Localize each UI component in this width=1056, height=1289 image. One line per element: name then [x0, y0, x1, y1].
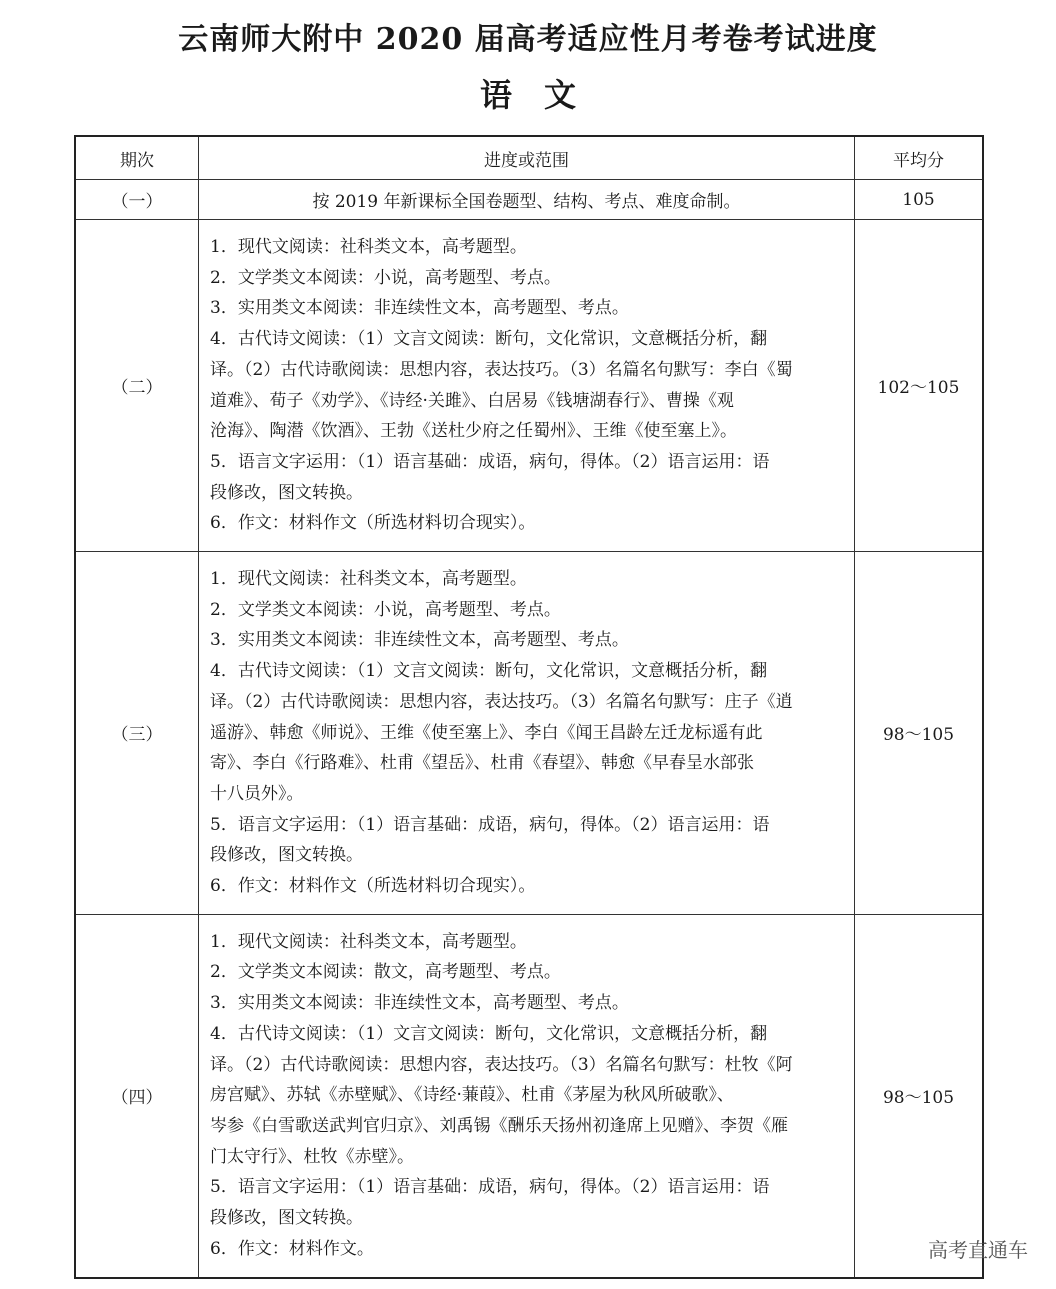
table-header-row — [75, 136, 983, 180]
scope-cell — [199, 914, 855, 1277]
table-row — [75, 914, 983, 1277]
header-average-score: 平均分 — [855, 136, 984, 180]
scope-line: 遥游》、韩愈《师说》、王维《使至塞上》、李白《闻王昌龄左迁龙标遥有此 — [210, 722, 763, 743]
period-cell: （四） — [75, 914, 199, 1277]
table-row — [75, 180, 983, 220]
period-cell: （三） — [75, 552, 199, 915]
scope-line: 岑参《白雪歌送武判官归京》、刘禹锡《酬乐天扬州初逢席上见赠》、李贺《雁 — [210, 1115, 788, 1136]
scope-line: 2．文学类文本阅读：小说，高考题型、考点。 — [210, 599, 561, 620]
scope-line: 译。（2）古代诗歌阅读：思想内容，表达技巧。（3）名篇名句默写：杜牧《阿 — [210, 1054, 793, 1075]
header-scope: 进度或范围 — [199, 136, 855, 180]
scope-line: 4．古代诗文阅读：（1）文言文阅读：断句，文化常识，文意概括分析，翻 — [210, 1023, 768, 1044]
scope-line: 房宫赋》、苏轼《赤壁赋》、《诗经·蒹葭》、杜甫《茅屋为秋风所破歌》、 — [210, 1085, 734, 1106]
scope-line: 十八员外》。 — [210, 783, 304, 804]
scope-line: 3．实用类文本阅读：非连续性文本，高考题型、考点。 — [210, 298, 629, 319]
scope-line: 6．作文：材料作文（所选材料切合现实）。 — [210, 876, 536, 897]
scope-line: 2．文学类文本阅读：散文，高考题型、考点。 — [210, 962, 561, 983]
period-cell: （一） — [75, 180, 199, 220]
document-title: 云南师大附中 2020 届高考适应性月考卷考试进度 — [178, 22, 878, 57]
scope-line: 4．古代诗文阅读：（1）文言文阅读：断句，文化常识，文意概括分析，翻 — [210, 661, 768, 682]
watermark: 高考直通车 — [928, 1238, 1028, 1262]
scope-cell — [199, 552, 855, 915]
scope-line: 5．语言文字运用：（1）语言基础：成语，病句，得体。（2）语言运用：语 — [210, 451, 770, 472]
average-score-cell: 98～105 — [855, 552, 984, 915]
scope-line: 译。（2）古代诗歌阅读：思想内容，表达技巧。（3）名篇名句默写：庄子《逍 — [210, 691, 793, 712]
scope-line: 5．语言文字运用：（1）语言基础：成语，病句，得体。（2）语言运用：语 — [210, 814, 770, 835]
scope-line: 3．实用类文本阅读：非连续性文本，高考题型、考点。 — [210, 993, 629, 1014]
average-score-cell: 98～105 — [855, 914, 984, 1277]
scope-line: 6．作文：材料作文。 — [210, 1238, 374, 1259]
average-score-cell: 105 — [855, 180, 984, 220]
header-period: 期次 — [75, 136, 199, 180]
scope-line: 沧海》、陶潜《饮酒》、王勃《送杜少府之任蜀州》、王维《使至塞上》。 — [210, 421, 737, 442]
exam-schedule-table — [74, 135, 984, 1279]
scope-line: 门太守行》、杜牧《赤壁》。 — [210, 1146, 414, 1167]
scope-line: 段修改，图文转换。 — [210, 845, 363, 866]
scope-cell: 按 2019 年新课标全国卷题型、结构、考点、难度命制。 — [199, 180, 855, 220]
scope-line: 6．作文：材料作文（所选材料切合现实）。 — [210, 513, 536, 534]
table-row — [75, 220, 983, 552]
scope-line: 3．实用类文本阅读：非连续性文本，高考题型、考点。 — [210, 630, 629, 651]
scope-line: 道难》、荀子《劝学》、《诗经·关雎》、白居易《钱塘湖春行》、曹操《观 — [210, 390, 734, 411]
scope-line: 2．文学类文本阅读：小说，高考题型、考点。 — [210, 267, 561, 288]
scope-line: 4．古代诗文阅读：（1）文言文阅读：断句，文化常识，文意概括分析，翻 — [210, 329, 768, 350]
scope-line: 5．语言文字运用：（1）语言基础：成语，病句，得体。（2）语言运用：语 — [210, 1177, 770, 1198]
document-subtitle: 语 文 — [479, 76, 576, 114]
scope-line: 1．现代文阅读：社科类文本，高考题型。 — [210, 569, 527, 590]
scope-cell — [199, 220, 855, 552]
scope-line: 1．现代文阅读：社科类文本，高考题型。 — [210, 931, 527, 952]
scope-line: 译。（2）古代诗歌阅读：思想内容，表达技巧。（3）名篇名句默写：李白《蜀 — [210, 359, 793, 380]
scope-line: 1．现代文阅读：社科类文本，高考题型。 — [210, 237, 527, 257]
scope-line: 寄》、李白《行路难》、杜甫《望岳》、杜甫《春望》、韩愈《早春呈水部张 — [210, 753, 754, 774]
scope-line: 段修改，图文转换。 — [210, 1208, 363, 1229]
average-score-cell: 102～105 — [855, 220, 984, 552]
scope-line: 段修改，图文转换。 — [210, 482, 363, 503]
table-row — [75, 552, 983, 915]
period-cell: （二） — [75, 220, 199, 552]
